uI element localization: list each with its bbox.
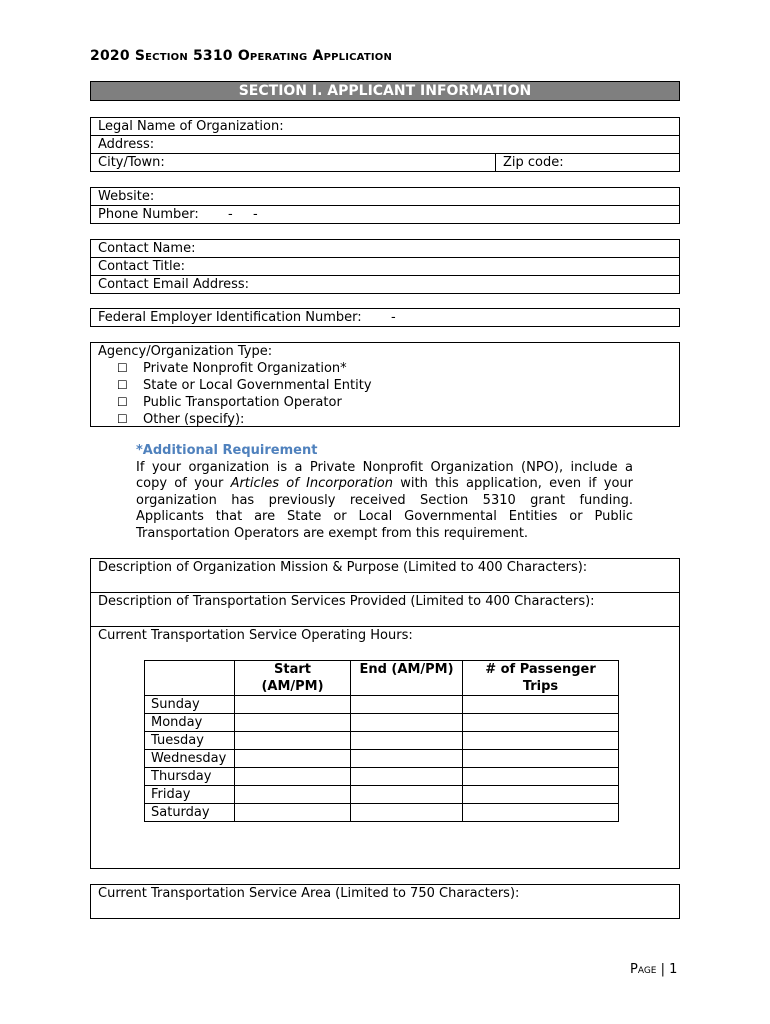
end-cell[interactable] [351,732,463,750]
address-field[interactable] [91,136,679,154]
section-heading: SECTION I. APPLICANT INFORMATION [90,81,680,101]
option-label: Private Nonprofit Organization* [143,361,347,376]
trips-cell[interactable] [463,750,619,768]
checkbox-icon[interactable]: ☐ [117,412,128,426]
service-area-field[interactable] [91,885,679,918]
service-area-block [90,884,680,919]
legal-name-label: Legal Name of Organization: [98,119,284,134]
web-phone-block [90,187,680,224]
zip-field[interactable] [495,154,564,171]
address-label: Address: [98,137,155,152]
start-cell[interactable] [235,696,351,714]
contact-block [90,239,680,294]
table-row [145,714,619,732]
day-cell: Tuesday [145,732,235,750]
option-public-transport-operator[interactable] [91,394,679,411]
agency-type-block [90,342,680,427]
website-label: Website: [98,189,155,204]
start-cell[interactable] [235,750,351,768]
note-text-italic: Articles of Incorporation [230,476,394,491]
day-cell: Saturday [145,804,235,822]
fein-block [90,308,680,327]
table-header-end: End (AM/PM) [351,661,463,696]
day-cell: Monday [145,714,235,732]
trips-cell[interactable] [463,768,619,786]
page-number: Page | 1 [630,962,678,977]
contact-email-label: Contact Email Address: [98,277,250,292]
table-row [145,804,619,822]
zip-label: Zip code: [503,155,564,170]
option-other[interactable] [91,411,679,428]
organization-block [90,117,680,172]
phone-field[interactable] [91,206,679,223]
end-cell[interactable] [351,786,463,804]
description-block [90,558,680,869]
contact-name-label: Contact Name: [98,241,196,256]
day-cell: Friday [145,786,235,804]
operating-hours-label: Current Transportation Service Operating Hours: [98,628,413,643]
contact-title-field[interactable] [91,258,679,276]
services-field[interactable] [91,593,679,627]
city-row [91,154,679,171]
website-field[interactable] [91,188,679,206]
start-cell[interactable] [235,804,351,822]
note-title: *Additional Requirement [136,443,318,458]
checkbox-icon[interactable]: ☐ [117,395,128,409]
note-text-start: If your organization is a Private Nonprofit Organization (NPO), include a copy of your [136,459,633,491]
start-cell[interactable] [235,714,351,732]
additional-requirement-note [136,443,633,542]
fein-field[interactable] [91,309,679,326]
table-row [145,768,619,786]
contact-email-field[interactable] [91,276,679,293]
document-title: 2020 Section 5310 Operating Application [90,48,393,64]
mission-label: Description of Organization Mission & Purpose (Limited to 400 Characters): [98,560,588,575]
table-header-row [145,661,619,696]
service-area-label: Current Transportation Service Area (Limited to 750 Characters): [98,886,520,901]
day-cell: Sunday [145,696,235,714]
contact-name-field[interactable] [91,240,679,258]
phone-label: Phone Number: [98,207,199,222]
table-row [145,732,619,750]
table-header-day [145,661,235,696]
option-label: State or Local Governmental Entity [143,378,372,393]
option-government-entity[interactable] [91,377,679,394]
trips-cell[interactable] [463,714,619,732]
mission-field[interactable] [91,559,679,593]
trips-cell[interactable] [463,696,619,714]
option-label: Public Transportation Operator [143,395,342,410]
table-header-trips: # of Passenger Trips [463,661,619,696]
note-body [136,460,633,543]
end-cell[interactable] [351,750,463,768]
agency-type-label: Agency/Organization Type: [98,344,273,359]
day-cell: Wednesday [145,750,235,768]
phone-dash-1: - [228,207,233,222]
legal-name-field[interactable] [91,118,679,136]
table-row [145,696,619,714]
phone-dash-2: - [253,207,258,222]
start-cell[interactable] [235,768,351,786]
end-cell[interactable] [351,768,463,786]
start-cell[interactable] [235,732,351,750]
end-cell[interactable] [351,804,463,822]
table-row [145,750,619,768]
operating-hours-table [144,660,619,822]
services-label: Description of Transportation Services Provided (Limited to 400 Characters): [98,594,595,609]
end-cell[interactable] [351,696,463,714]
city-label[interactable]: City/Town: [98,155,165,170]
checkbox-icon[interactable]: ☐ [117,361,128,375]
trips-cell[interactable] [463,804,619,822]
option-private-nonprofit[interactable] [91,360,679,377]
contact-title-label: Contact Title: [98,259,185,274]
checkbox-icon[interactable]: ☐ [117,378,128,392]
trips-cell[interactable] [463,786,619,804]
option-label: Other (specify): [143,412,245,427]
fein-dash: - [391,310,396,325]
day-cell: Thursday [145,768,235,786]
note-text-end: with this application, even if your organization has previously received Section 5310 grant funding. Applicants that are State or Local Governmental Entities or Public Transportation Operators are exempt from this requirement. [136,476,633,541]
end-cell[interactable] [351,714,463,732]
fein-label: Federal Employer Identification Number: [98,310,362,325]
table-header-start: Start (AM/PM) [235,661,351,696]
operating-hours-section [91,627,679,867]
table-row [145,786,619,804]
start-cell[interactable] [235,786,351,804]
trips-cell[interactable] [463,732,619,750]
